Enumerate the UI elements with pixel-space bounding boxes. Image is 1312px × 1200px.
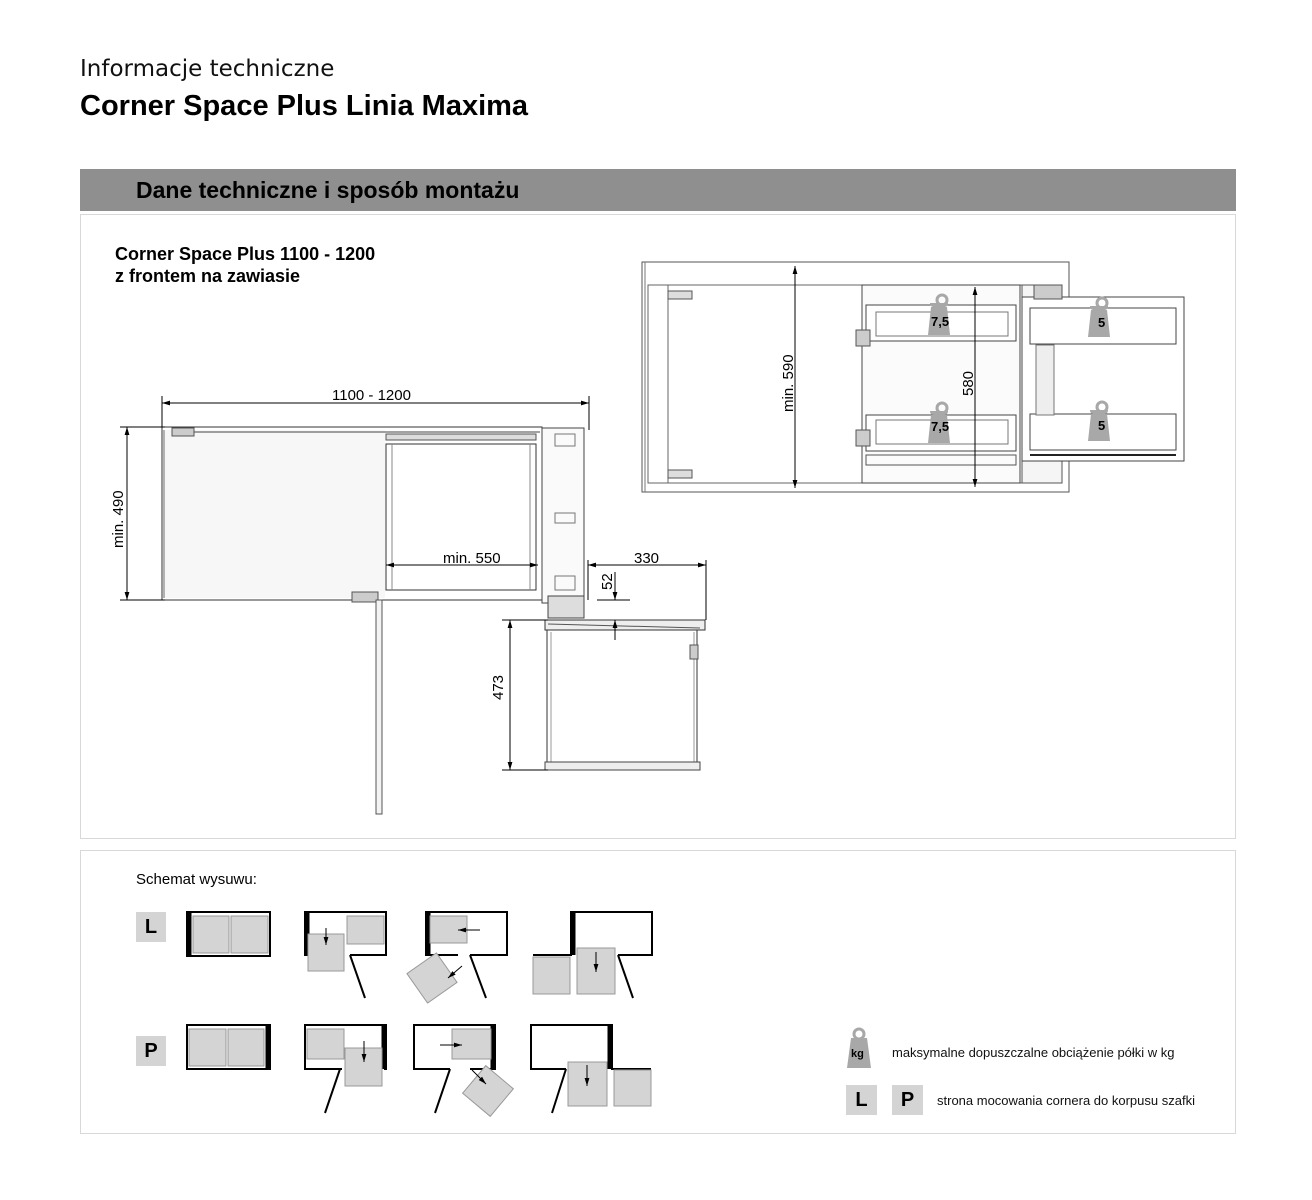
- kg-legend-text: maksymalne dopuszczalne obciążenie półki w kg: [892, 1045, 1175, 1060]
- legend-p-box: P: [892, 1085, 923, 1115]
- scheme-right-row: [187, 1025, 651, 1116]
- dim-basket-depth-label: 473: [490, 674, 507, 700]
- load-value-upper-left: 7,5: [931, 314, 950, 329]
- scheme-label: Schemat wysuwu:: [136, 871, 257, 888]
- dim-gap-label: 52: [599, 573, 616, 590]
- load-value-upper-right: 5: [1098, 315, 1106, 330]
- dim-inner-label: 580: [960, 370, 977, 396]
- scheme-p-step3: [414, 1025, 513, 1116]
- dim-opening-label: min. 550: [443, 550, 501, 567]
- legend-l-box: L: [846, 1085, 877, 1115]
- side-label-left: L: [136, 912, 166, 942]
- scheme-left-row: [187, 912, 652, 1003]
- load-value-lower-left: 7,5: [931, 419, 950, 434]
- model-name-line2: z frontem na zawiasie: [115, 266, 301, 286]
- page-subtitle: Informacje techniczne: [80, 56, 335, 82]
- scheme-p-step1: [187, 1025, 270, 1069]
- front-view-drawing: [642, 262, 1184, 492]
- scheme-l-step3: [407, 912, 507, 1003]
- dim-height-label: min. 590: [780, 354, 797, 412]
- top-view-drawing: [162, 427, 705, 814]
- scheme-l-step1: [187, 912, 270, 956]
- scheme-p-step2: [305, 1025, 386, 1113]
- side-label-right: P: [136, 1036, 166, 1066]
- load-value-lower-right: 5: [1098, 418, 1106, 433]
- lp-legend-text: strona mocowania cornera do korpusu szafki: [937, 1093, 1195, 1108]
- dim-depth-label: min. 490: [110, 490, 127, 548]
- dim-offset-label: 330: [634, 550, 660, 567]
- kg-icon-label: kg: [851, 1048, 864, 1060]
- page-title: Corner Space Plus Linia Maxima: [80, 90, 529, 122]
- scheme-l-step4: [533, 912, 652, 998]
- dim-width-label: 1100 - 1200: [332, 387, 411, 404]
- model-name-line1: Corner Space Plus 1100 - 1200: [115, 244, 376, 264]
- section-heading: Dane techniczne i sposób montażu: [136, 177, 520, 203]
- scheme-p-step4: [531, 1025, 651, 1113]
- scheme-l-step2: [305, 912, 386, 998]
